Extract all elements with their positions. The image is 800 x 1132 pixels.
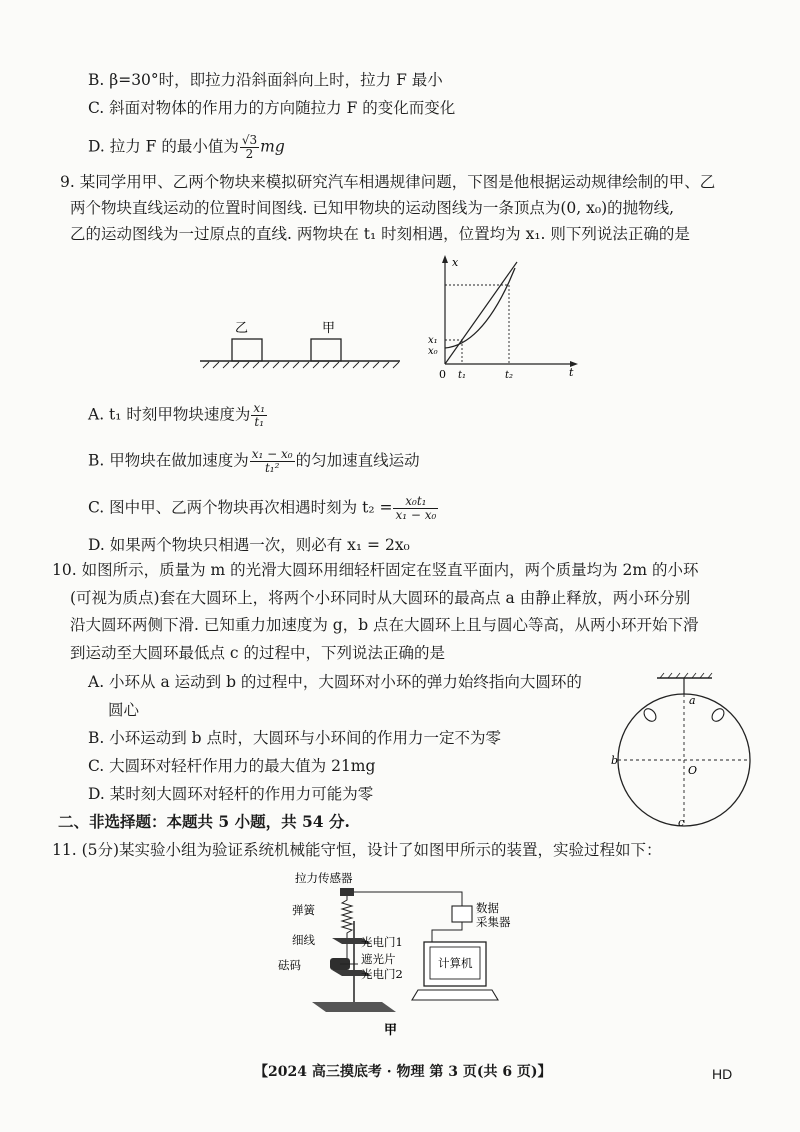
q11-apparatus-figure xyxy=(262,866,522,1038)
gate2-label: 光电门2 xyxy=(361,967,403,981)
x-axis-arrow xyxy=(442,255,448,263)
q9-stem-line2: 两个物块直线运动的位置时间图线. 已知甲物块的运动图线为一条顶点为(0, x₀)的抛物线, xyxy=(70,199,675,217)
block-jia xyxy=(311,339,341,361)
q10-stem-line3: 沿大圆环两侧下滑. 已知重力加速度为 g，b 点在大圆环上且与圆心等高，从两小环开始下滑 xyxy=(70,616,699,634)
q10-stem-line1: 10. 如图所示，质量为 m 的光滑大圆环用细轻杆固定在竖直平面内，两个质量均为 2m 的小环 xyxy=(52,561,699,579)
block-yi-label: 乙 xyxy=(235,321,249,336)
collector-label-2: 采集器 xyxy=(476,915,511,929)
center-o-label: O xyxy=(688,764,698,777)
q10-stem-line4: 到运动至大圆环最低点 c 的过程中，下列说法正确的是 xyxy=(70,644,446,662)
x1-tick-label: x₁ xyxy=(428,335,438,346)
q9-option-b: B. 甲物块在做加速度为 $\frac{\text{x₁ − x₀}}{\text{t₁²}}$ 的匀加速直线运动 xyxy=(88,447,420,475)
q8-option-d xyxy=(88,134,285,161)
q10-option-c: C. 大圆环对轻杆作用力的最大值为 21mg xyxy=(88,757,376,775)
section2-heading: 二、非选择题：本题共 5 小题，共 54 分. xyxy=(58,812,350,831)
q9-xt-graph xyxy=(425,252,585,387)
sensor-wire xyxy=(354,892,462,906)
q8-option-c: C. 斜面对物体的作用力的方向随拉力 F 的变化而变化 xyxy=(88,99,456,117)
q9-stem-line3: 乙的运动图线为一过原点的直线. 两物块在 t₁ 时刻相遇，位置均为 x₁. 则下列说法正确的是 xyxy=(70,225,690,243)
t1-tick-label: t₁ xyxy=(458,370,467,381)
t2-tick-label: t₂ xyxy=(505,370,514,381)
gate1-label: 光电门1 xyxy=(361,935,403,949)
ceiling-hatching xyxy=(660,673,712,678)
q10-stem-line2: (可视为质点)套在大圆环上，将两个小环同时从大圆环的最高点 a 由静止释放，两小环分别 xyxy=(70,589,691,607)
q10-option-b: B. 小环运动到 b 点时，大圆环与小环间的作用力一定不为零 xyxy=(88,729,502,747)
q10-option-a-line1: A. 小环从 a 运动到 b 的过程中，大圆环对小环的弹力始终指向大圆环的 xyxy=(88,673,582,691)
data-collector xyxy=(452,906,472,922)
q8-option-d-suffix: mg xyxy=(260,137,285,156)
q9-blocks-figure xyxy=(195,315,405,375)
q9-option-d: D. 如果两个物块只相遇一次，则必有 x₁ = 2x₀ xyxy=(88,536,410,554)
q10-option-a-line2: 圆心 xyxy=(108,701,140,719)
q9-option-c: C. 图中甲、乙两个物块再次相遇时刻为 t₂ = $\frac{\text{x₀t₁}}{\text{x₁ − x₀}}$ xyxy=(88,494,437,522)
point-c-label: c xyxy=(678,816,685,829)
q8-option-d-fraction: $\frac{√3}{2}$ xyxy=(241,133,258,161)
origin-label: 0 xyxy=(439,368,446,381)
q9-option-a: A. t₁ 时刻甲物块速度为 $\frac{\text{x₁}}{\text{t₁}}$ xyxy=(88,401,265,429)
q11-stem: 11. (5分)某实验小组为验证系统机械能守恒，设计了如图甲所示的装置，实验过程如下： xyxy=(52,841,662,859)
spring xyxy=(342,896,352,938)
yi-line xyxy=(445,262,517,364)
collector-wire xyxy=(432,922,462,942)
weight-label: 砝码 xyxy=(278,958,301,972)
sensor-label: 拉力传感器 xyxy=(295,871,353,885)
figure-caption: 甲 xyxy=(384,1023,398,1038)
axis-t-label: t xyxy=(569,366,574,379)
ground-hatching xyxy=(203,362,399,368)
small-ring-right xyxy=(710,706,727,723)
small-ring-left xyxy=(642,706,659,723)
footer-text: 【2024 高三摸底考 · 物理 第 3 页(共 6 页)】 xyxy=(254,1064,552,1080)
block-yi xyxy=(232,339,262,361)
block-jia-label: 甲 xyxy=(322,321,336,336)
axis-x-label: x xyxy=(452,256,459,269)
shade-label: 遮光片 xyxy=(361,952,396,966)
q9-stem-line1: 9. 某同学用甲、乙两个物块来模拟研究汽车相遇规律问题，下图是他根据运动规律绘制的甲、乙 xyxy=(60,173,716,191)
computer-keyboard xyxy=(412,990,498,1000)
string-label: 细线 xyxy=(292,933,315,947)
computer-label: 计算机 xyxy=(438,956,473,970)
q10-option-d: D. 某时刻大圆环对轻杆的作用力可能为零 xyxy=(88,785,374,803)
q8-option-d-prefix: D. 拉力 F 的最小值为 xyxy=(88,137,239,156)
spring-label: 弹簧 xyxy=(292,903,315,917)
force-sensor xyxy=(340,888,354,896)
x0-tick-label: x₀ xyxy=(428,346,438,357)
point-a-label: a xyxy=(689,694,696,707)
point-b-label: b xyxy=(611,754,619,767)
base-plate xyxy=(312,1002,396,1012)
q8-option-b: B. β=30°时，即拉力沿斜面斜向上时，拉力 F 最小 xyxy=(88,71,443,89)
q10-ring-figure xyxy=(612,670,762,830)
collector-label-1: 数据 xyxy=(476,901,499,915)
footer-code: HD xyxy=(712,1066,733,1082)
